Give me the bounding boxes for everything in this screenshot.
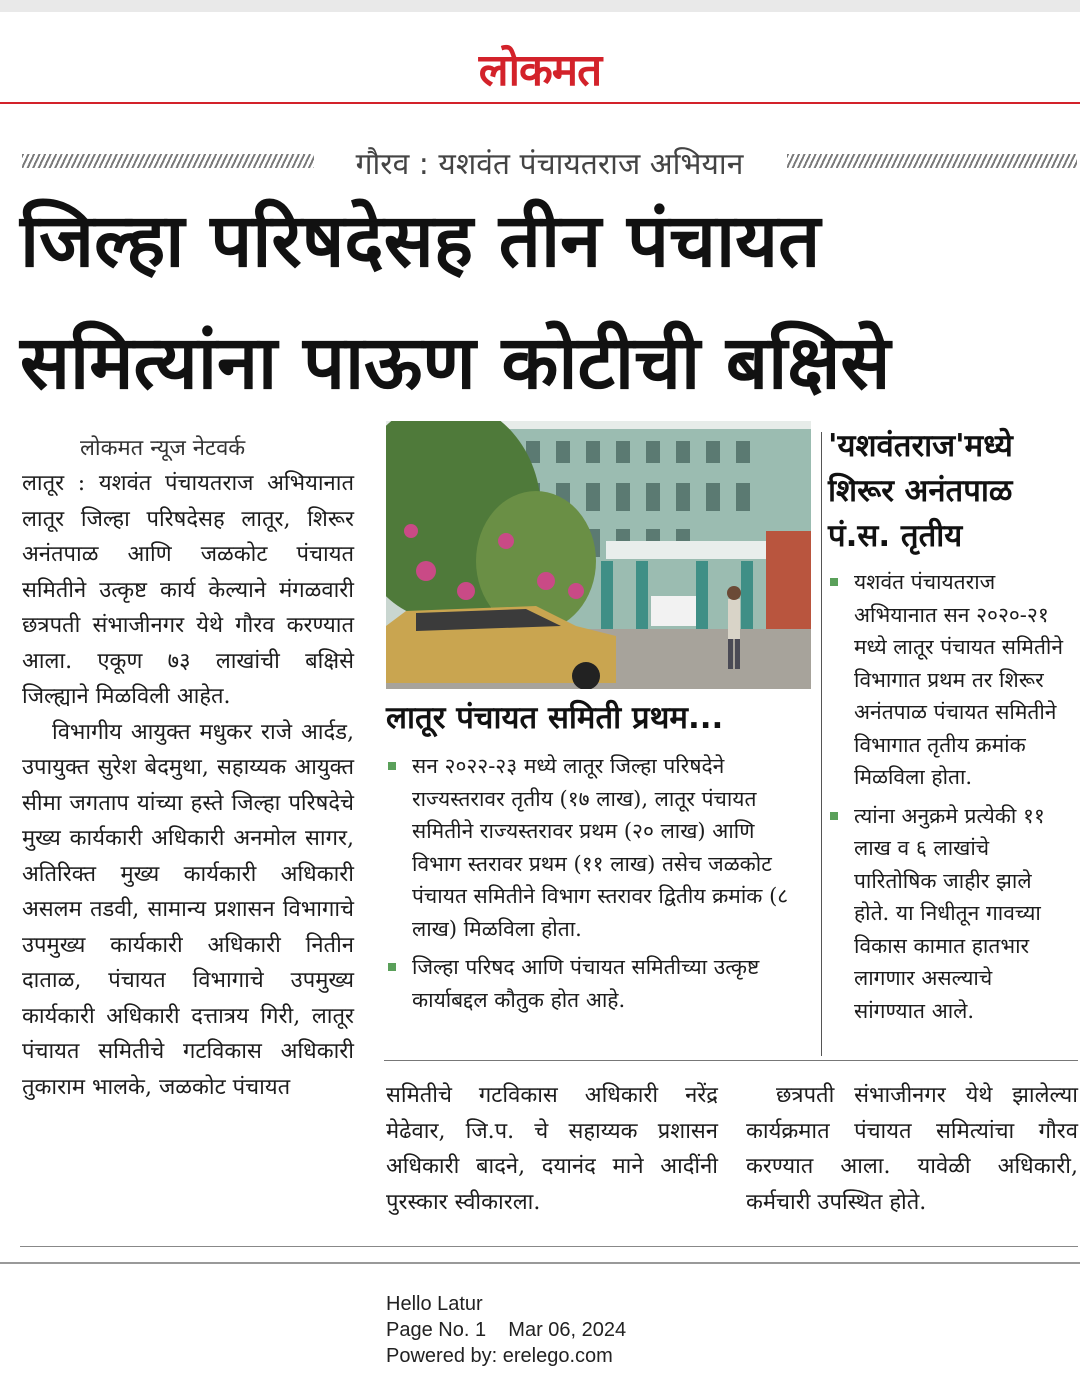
list-item (386, 951, 806, 1016)
bullet-text: यशवंत पंचायतराज अभियानात सन २०२०-२१ मध्ये लातूर पंचायत समितीने विभागात प्रथम तर शिरूर अनंतपाळ पंचायत समितीने विभागात तृतीय क्रमांक मिळविला होता. (854, 570, 1064, 789)
bullet-square-icon (388, 963, 396, 971)
kicker-hatch-right (787, 154, 1077, 168)
masthead-rule (0, 102, 1080, 104)
building-photo-icon (386, 421, 811, 689)
headline-line-1: जिल्हा परिषदेसह तीन पंचायत (20, 198, 821, 284)
list-item (828, 800, 1068, 1028)
column-divider (821, 432, 822, 1056)
lokmat-logo: लोकमत (478, 45, 602, 96)
footer (386, 1291, 626, 1369)
page-bottom-rule (0, 1262, 1080, 1264)
byline: लोकमत न्यूज नेटवर्क (80, 436, 246, 461)
footer-powered-by: Powered by: erelego.com (386, 1345, 613, 1367)
bullet-text: सन २०२२-२३ मध्ये लातूर जिल्हा परिषदेने राज्यस्तरावर तृतीय (१७ लाख), लातूर पंचायत समितीने राज्यस्तरावर प्रथम (२० लाख) आणि विभाग स्तरावर प्रथम (११ लाख) तसेच जळकोट पंचायत समितीने विभाग स्तरावर द्वितीय क्रमांक (८ लाख) मिळविला होता. (412, 754, 789, 941)
list-item (386, 750, 806, 945)
side-box-title (828, 424, 1078, 559)
footer-source: Hello Latur (386, 1293, 483, 1315)
side-box-bullets (828, 566, 1068, 1033)
kicker: गौरव : यशवंत पंचायतराज अभियान (355, 147, 744, 182)
bullet-text: जिल्हा परिषद आणि पंचायत समितीच्या उत्कृष्ट कार्याबद्दल कौतुक होत आहे. (412, 955, 760, 1012)
left-para-2: विभागीय आयुक्त मधुकर राजे आर्दड, उपायुक्त सुरेश बेदमुथा, सहाय्यक आयुक्त सीमा जगताप यांच्या हस्ते जिल्हा परिषदेचे मुख्य कार्यकारी अधिकारी अनमोल सागर, अतिरिक्त मुख्य कार्यकारी अधिकारी असलम तडवी, सामान्य प्रशासन विभागाचे उपमुख्य कार्यकारी अधिकारी नितीन दाताळ, पंचायत विभागाचे उपमुख्य कार्यकारी अधिकारी दत्तात्रय गिरी, लातूर पंचायत समितीचे गटविकास अधिकारी तुकाराम भालके, जळकोट पंचायत (22, 719, 354, 1100)
bottom-middle-text: समितीचे गटविकास अधिकारी नरेंद्र मेढेवार, जि.प. चे सहाय्यक प्रशासन अधिकारी बादने, दयानंद माने आदींनी पुरस्कार स्वीकारला. (386, 1083, 718, 1215)
headline-line-2: समित्यांना पाऊण कोटीची बक्षिसे (20, 320, 891, 406)
masthead (0, 12, 1080, 104)
bullet-square-icon (388, 762, 396, 770)
kicker-row (22, 140, 1077, 182)
section-divider (384, 1060, 1078, 1061)
bullet-square-icon (830, 812, 838, 820)
footer-page-date: Page No. 1 Mar 06, 2024 (386, 1319, 627, 1341)
bottom-right-column (746, 1078, 1078, 1220)
kicker-hatch-left (22, 154, 314, 168)
bottom-right-text: छत्रपती संभाजीनगर येथे झालेल्या कार्यक्रमात पंचायत समित्यांचा गौरव करण्यात आला. यावेळी अधिकारी, कर्मचारी उपस्थित होते. (746, 1083, 1078, 1215)
mid-box-title: लातूर पंचायत समिती प्रथम... (386, 700, 724, 736)
mid-box-bullets (386, 750, 806, 1022)
list-item (828, 566, 1068, 794)
side-title-line-3: पं.स. तृतीय (828, 518, 963, 554)
bullet-square-icon (830, 578, 838, 586)
bottom-middle-column (386, 1078, 718, 1220)
side-title-line-1: 'यशवंतराज'मध्ये (828, 428, 1013, 464)
left-para-1: लातूर : यशवंत पंचायतराज अभियानात लातूर जिल्हा परिषदेसह लातूर, शिरूर अनंतपाळ आणि जळकोट पंचायत समितीने उत्कृष्ट कार्य केल्याने मंगळवारी छत्रपती संभाजीनगर येथे गौरव करण्यात आला. एकूण ७३ लाखांची बक्षिसे जिल्ह्याने मिळविली आहेत. (22, 471, 354, 709)
top-strip (0, 0, 1080, 12)
article-photo (386, 421, 811, 689)
footer-rule (20, 1246, 1078, 1247)
side-title-line-2: शिरूर अनंतपाळ (828, 473, 1013, 509)
left-column (22, 466, 354, 1105)
bullet-text: त्यांना अनुक्रमे प्रत्येकी ११ लाख व ६ लाखांचे पारितोषिक जाहीर झाले होते. या निधीतून गावच्या विकास कामात हातभार लागणार असल्याचे सांगण्यात आले. (854, 803, 1045, 1023)
